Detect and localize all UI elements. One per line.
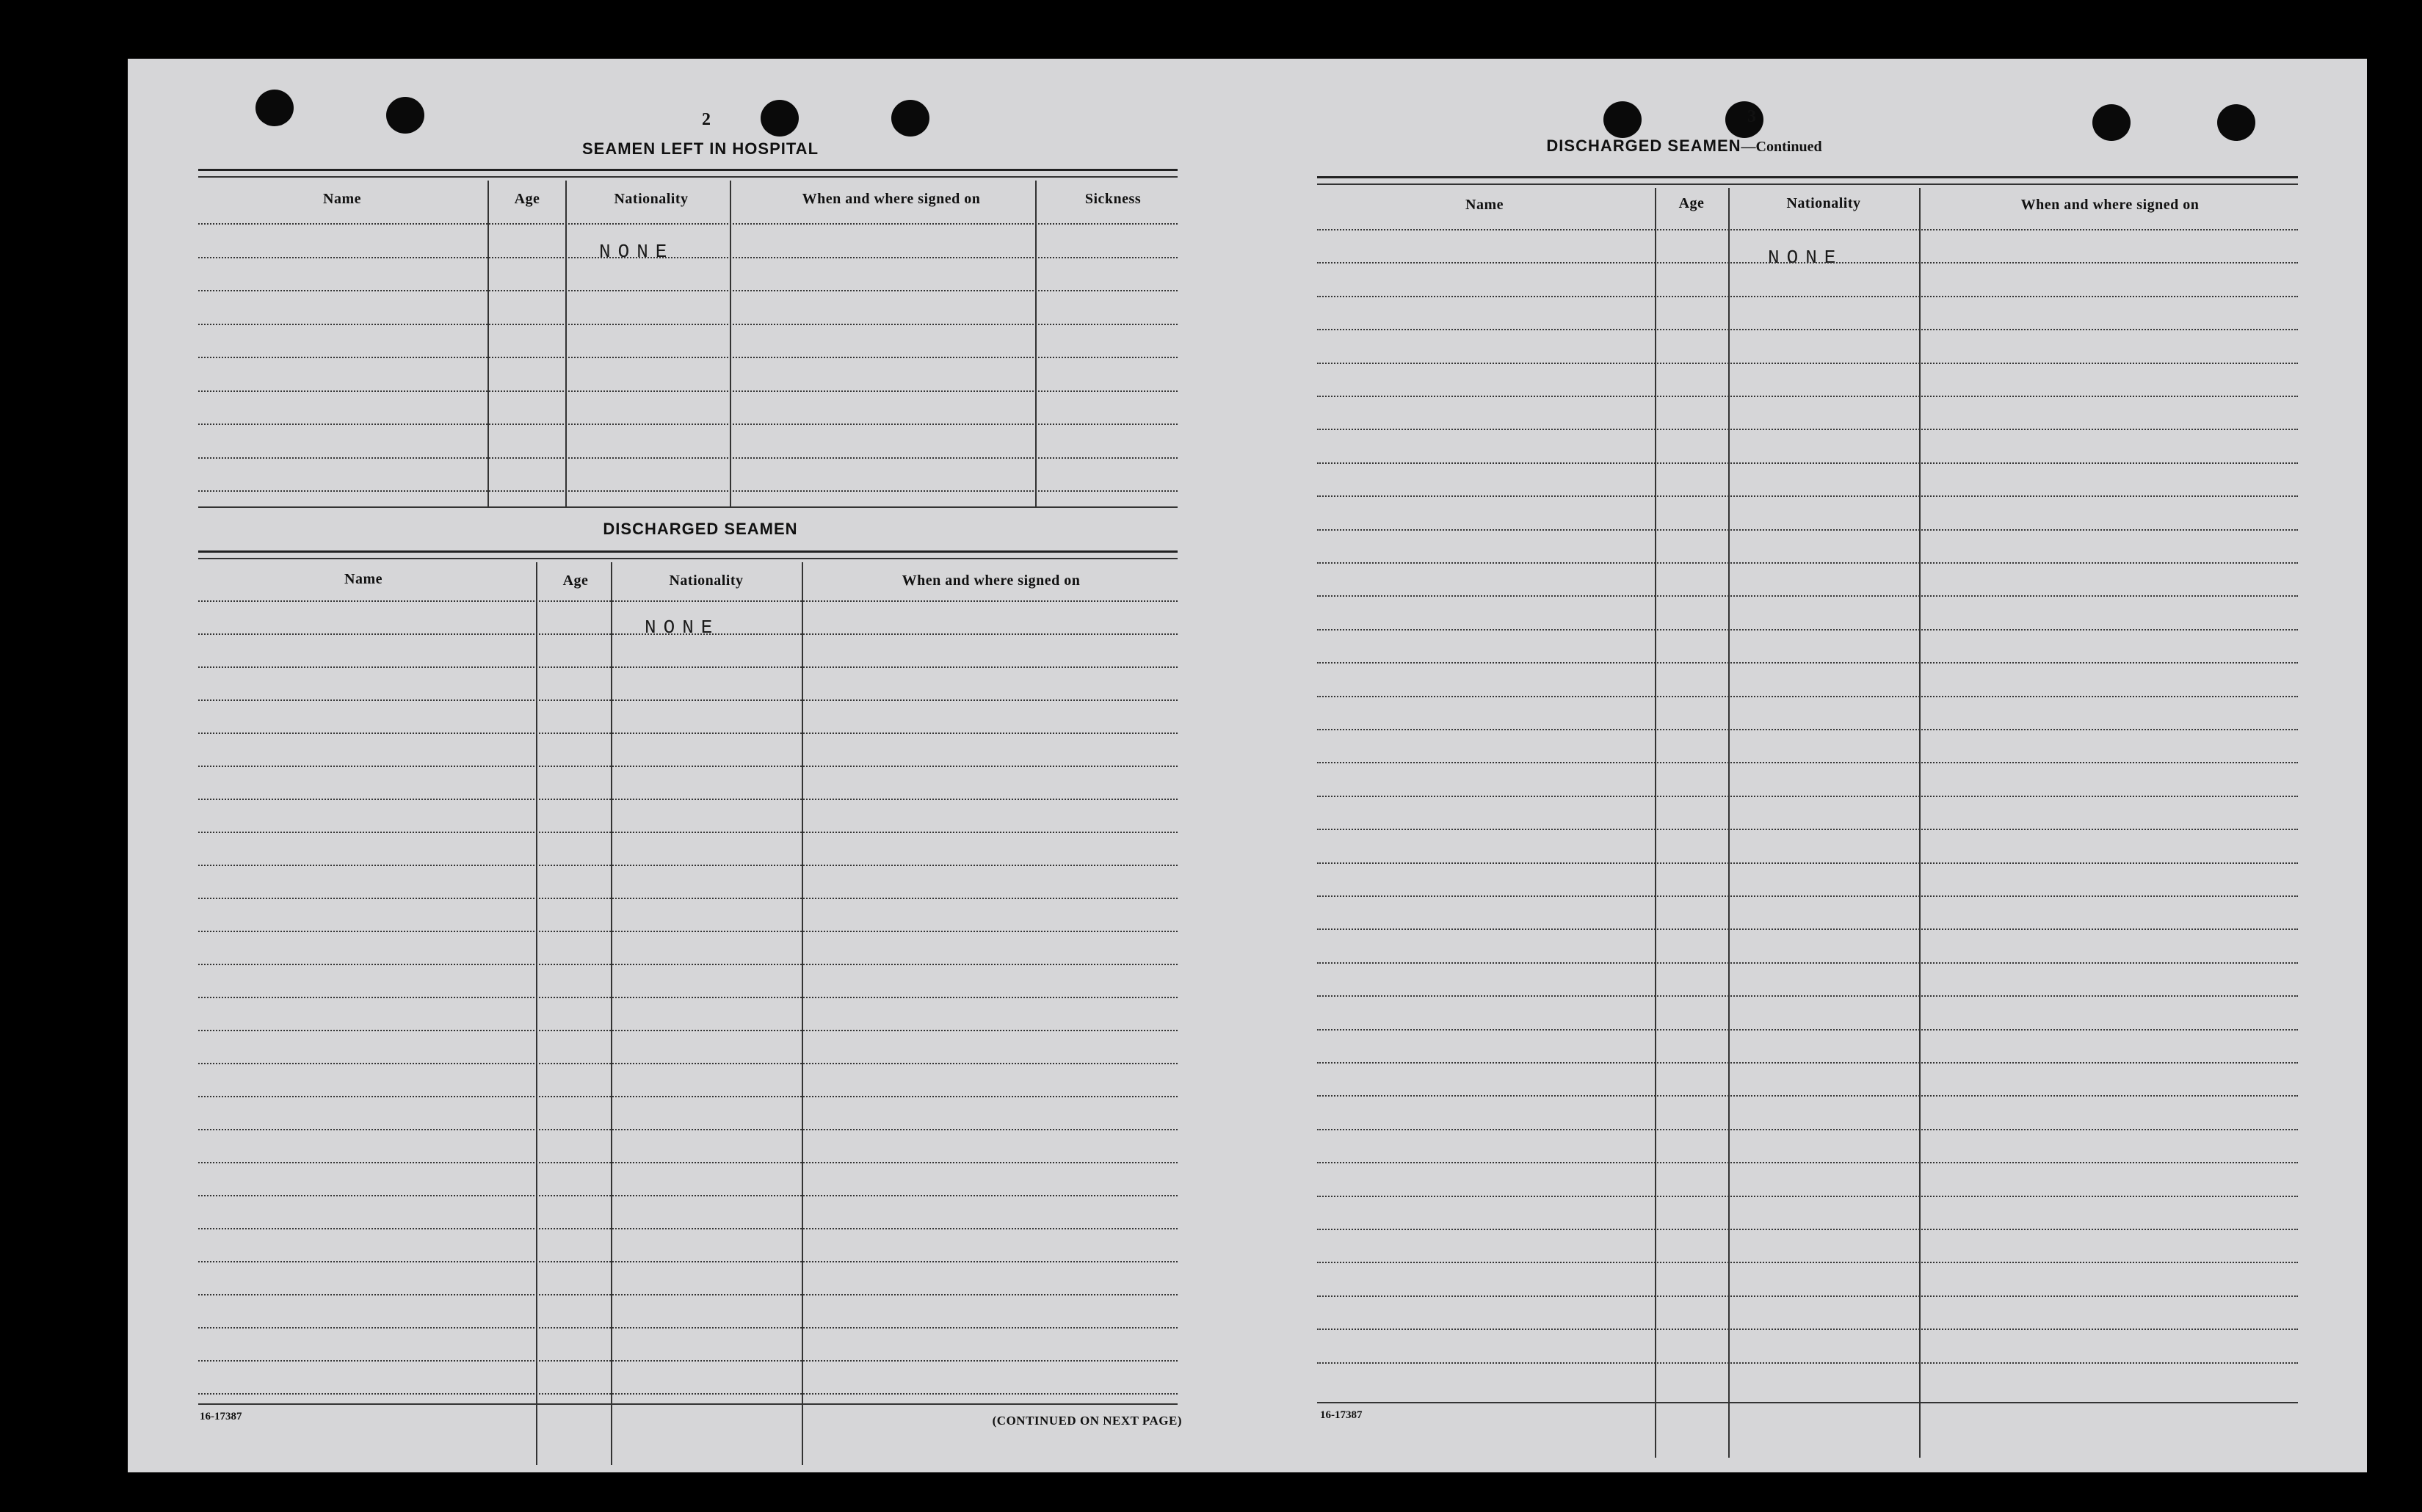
col-header-signed-on: When and where signed on <box>902 573 1081 589</box>
ruled-line <box>198 666 1178 668</box>
ruled-line <box>1317 429 2298 430</box>
ruled-line <box>198 600 1178 602</box>
ruled-line <box>1317 862 2298 864</box>
section-top-rule-thin <box>198 558 1178 559</box>
ruled-line <box>198 1063 1178 1064</box>
continued-section-title <box>1391 137 1978 156</box>
ruled-line <box>1317 829 2298 830</box>
ruled-line <box>198 1393 1178 1395</box>
ruled-line <box>1317 1029 2298 1031</box>
ruled-line <box>1317 262 2298 263</box>
ruled-line <box>198 1195 1178 1196</box>
form-number: 16-17387 <box>200 1411 242 1422</box>
ruled-line <box>1317 363 2298 364</box>
col-header-sickness: Sickness <box>1084 191 1142 207</box>
ruled-line <box>198 733 1178 734</box>
ruled-line <box>198 357 1178 358</box>
top-rule-thin <box>198 176 1178 178</box>
column-divider <box>611 562 612 1465</box>
discharged-section-title: DISCHARGED SEAMEN <box>603 520 798 538</box>
column-divider <box>802 562 803 1465</box>
column-divider <box>1655 188 1656 1458</box>
ruled-line <box>198 1360 1178 1362</box>
ruled-line <box>1317 329 2298 330</box>
ruled-line <box>198 1129 1178 1130</box>
ruled-line <box>198 223 1178 225</box>
ruled-line <box>198 1327 1178 1329</box>
ruled-line <box>1317 796 2298 797</box>
column-divider <box>1919 188 1921 1458</box>
ruled-line <box>198 964 1178 965</box>
ruled-line <box>198 324 1178 325</box>
ruled-line <box>198 424 1178 425</box>
ruled-line <box>1317 928 2298 930</box>
ruled-line <box>198 257 1178 258</box>
section-rule <box>198 506 1178 508</box>
ruled-line <box>198 1162 1178 1163</box>
ruled-line <box>198 997 1178 998</box>
ruled-line <box>198 1030 1178 1031</box>
ruled-line <box>1317 762 2298 763</box>
col-header-age: Age <box>1678 195 1705 211</box>
ruled-line <box>1317 296 2298 297</box>
ruled-line <box>1317 895 2298 897</box>
ruled-line <box>198 457 1178 459</box>
ruled-line <box>1317 1196 2298 1197</box>
ruled-line <box>198 633 1178 635</box>
left-page <box>128 59 1244 1472</box>
discharged-entry-none: NONE <box>645 617 720 639</box>
ruled-line <box>1317 1062 2298 1064</box>
ruled-line <box>1317 662 2298 664</box>
ruled-line <box>1317 495 2298 497</box>
ledger-page <box>128 59 2367 1472</box>
ruled-line <box>1317 1229 2298 1230</box>
continued-note: (CONTINUED ON NEXT PAGE) <box>992 1414 1182 1428</box>
ruled-line <box>1317 1362 2298 1364</box>
col-header-nationality: Nationality <box>669 573 744 589</box>
ruled-line <box>198 699 1178 701</box>
top-rule <box>198 169 1178 171</box>
bottom-rule <box>198 1403 1178 1405</box>
hospital-section-title: SEAMEN LEFT IN HOSPITAL <box>581 139 819 158</box>
page-number: 2 <box>702 110 711 129</box>
ruled-line <box>1317 396 2298 397</box>
continued-entry-none: NONE <box>1768 247 1843 269</box>
ruled-line <box>198 390 1178 392</box>
column-divider <box>1728 188 1730 1458</box>
ruled-line <box>198 865 1178 866</box>
ruled-line <box>1317 462 2298 464</box>
ruled-line <box>1317 1162 2298 1163</box>
form-number: 16-17387 <box>1320 1409 1363 1421</box>
bottom-rule <box>1317 1402 2298 1403</box>
ruled-line <box>1317 1095 2298 1097</box>
ruled-line <box>198 1228 1178 1229</box>
title-suffix: —Continued <box>1741 139 1822 155</box>
col-header-age: Age <box>514 191 540 207</box>
top-rule-thin <box>1317 183 2298 185</box>
ruled-line <box>198 799 1178 800</box>
hospital-entry-none: NONE <box>599 241 675 263</box>
ruled-line <box>198 766 1178 767</box>
ruled-line <box>198 1096 1178 1097</box>
title-main: DISCHARGED SEAMEN <box>1546 137 1741 155</box>
col-header-name: Name <box>1465 197 1504 213</box>
ruled-line <box>1317 1129 2298 1130</box>
col-header-nationality: Nationality <box>1786 195 1861 211</box>
right-page <box>1244 59 2367 1472</box>
col-header-name: Name <box>344 571 382 587</box>
page-number: 3 <box>1747 107 1756 126</box>
ruled-line <box>198 931 1178 932</box>
ruled-line <box>198 490 1178 492</box>
ruled-line <box>1317 629 2298 630</box>
col-header-signed-on: When and where signed on <box>2020 197 2200 213</box>
ruled-line <box>1317 962 2298 964</box>
ruled-line <box>198 290 1178 291</box>
col-header-nationality: Nationality <box>614 191 689 207</box>
ruled-line <box>1317 995 2298 997</box>
ruled-line <box>1317 1329 2298 1330</box>
ruled-line <box>198 1294 1178 1295</box>
col-header-age: Age <box>562 573 589 589</box>
ruled-line <box>198 898 1178 899</box>
ruled-line <box>1317 1295 2298 1297</box>
top-rule <box>1317 176 2298 178</box>
ruled-line <box>198 832 1178 833</box>
ruled-line <box>1317 1262 2298 1263</box>
ruled-line <box>1317 229 2298 230</box>
ruled-line <box>198 1261 1178 1262</box>
ruled-line <box>1317 595 2298 597</box>
col-header-signed-on: When and where signed on <box>802 191 981 207</box>
ruled-line <box>1317 529 2298 531</box>
section-top-rule <box>198 550 1178 553</box>
column-divider <box>536 562 537 1465</box>
ruled-line <box>1317 562 2298 564</box>
ruled-line <box>1317 696 2298 697</box>
col-header-name: Name <box>323 191 361 207</box>
ruled-line <box>1317 729 2298 730</box>
